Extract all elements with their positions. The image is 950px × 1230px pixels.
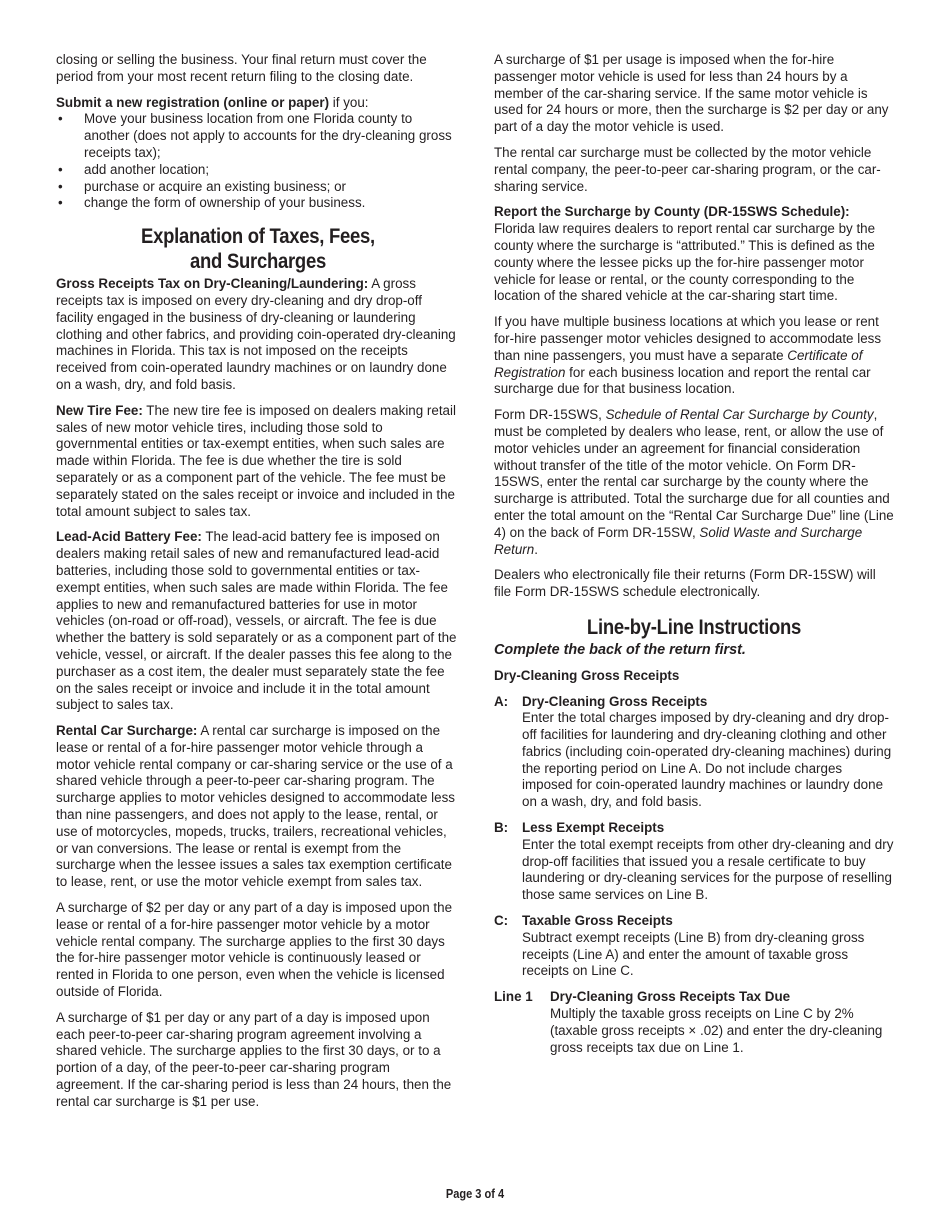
- submit-registration-paragraph: [56, 95, 460, 112]
- line-item-title: Dry-Cleaning Gross Receipts Tax Due: [550, 989, 791, 1005]
- line-item-body: [522, 820, 894, 904]
- certificate-title: Certificate of Registration: [494, 347, 863, 380]
- battery-fee-paragraph: [56, 529, 460, 714]
- right-column: [494, 52, 894, 1065]
- list-item: • Move your business location from one Florida county to another (does not apply to accounts for the dry-cleaning gross receipts tax);: [56, 111, 460, 161]
- intro-paragraph: closing or selling the business. Your final return must cover the period from your most recent return filing to the closing date.: [56, 52, 427, 84]
- line-item-letter: A:: [494, 693, 509, 709]
- multiple-locations-text: If you have multiple business locations at which you lease or rent for-hire passenger motor vehicles designed to accommodate less than nine passengers, you must have a separate: [494, 314, 882, 363]
- report-by-county-paragraph: [494, 204, 894, 305]
- rental-car-surcharge-label: Rental Car Surcharge:: [56, 723, 198, 739]
- rental-car-surcharge-paragraph: [56, 723, 460, 891]
- form-text: Form DR-15SWS,: [494, 407, 606, 423]
- line-item-letter: Line 1: [494, 989, 533, 1005]
- surcharge-1-paragraph: A surcharge of $1 per day or any part of a day is imposed upon each peer-to-peer car-sharing program agreement involving a shared vehicle. The surcharge applies to the first 30 days, or to a portion of a day, of the peer-to-peer car-sharing program agreement. If the car-sharing period is less than 24 hours, then the rental car surcharge is $1 per use.: [56, 1009, 452, 1109]
- heading-line: and Surcharges: [190, 250, 326, 274]
- line-item-body: [522, 694, 894, 812]
- form-dr15sws-paragraph: [494, 407, 894, 558]
- line-item-text: Enter the total exempt receipts from other dry-cleaning and dry drop-off facilities that issued you a resale certificate to buy laundering or dry-cleaning services for the purpose of reselling those same services on Line B.: [522, 836, 894, 903]
- submit-registration-label: Submit a new registration (online or paper): [56, 94, 330, 110]
- line-by-line-subheading: Complete the back of the return first.: [494, 641, 746, 658]
- list-item: • purchase or acquire an existing business; or: [56, 179, 460, 196]
- schedule-title: Schedule of Rental Car Surcharge by County: [605, 407, 874, 423]
- gross-receipts-label: Gross Receipts Tax on Dry-Cleaning/Laundering:: [56, 276, 369, 292]
- line-item-1: [494, 989, 894, 1056]
- line-item-body: [550, 989, 894, 1056]
- line-item-text: Enter the total charges imposed by dry-cleaning and dry drop-off facilities for laundering and dry-cleaning clothing and other fabrics (including coin-operated dry-cleaning machines) during the reporting period on Line A. Do not include charges imposed for coin-operated laundry machines or laundry done on a wash, dry, and fold basis.: [522, 710, 892, 810]
- new-tire-fee-text: The new tire fee is imposed on dealers making retail sales of new motor vehicle tires, including those sold to governmental entities or tax-exempt entities, when such sales are made within Florida. The fee is due whether the tire is sold separately or as a component part of the vehicle. The fee must be separately stated on the sales receipt or invoice and included in the total amount subject to sales tax.: [56, 402, 456, 519]
- electronic-filing-paragraph: Dealers who electronically file their returns (Form DR-15SW) will file Form DR-15SWS schedule electronically.: [494, 567, 876, 600]
- line-item-letter: C:: [494, 913, 509, 929]
- line-item-text: Multiply the taxable gross receipts on Line C by 2% (taxable gross receipts × .02) and enter the dry-cleaning gross receipts tax due on Line 1.: [550, 1006, 883, 1055]
- page-number: Page 3 of 4: [445, 1186, 505, 1201]
- taxes-fees-heading: [80, 224, 436, 274]
- line-item-title: Less Exempt Receipts: [522, 820, 665, 836]
- multiple-locations-paragraph: [494, 314, 894, 398]
- new-tire-fee-paragraph: [56, 403, 460, 521]
- submit-registration-text: if you:: [329, 94, 369, 110]
- line-item-text: Subtract exempt receipts (Line B) from dry-cleaning gross receipts (Line A) and enter the amount of taxable gross receipts on Line C.: [522, 929, 865, 979]
- list-item: • change the form of ownership of your business.: [56, 195, 460, 212]
- line-item-title: Dry-Cleaning Gross Receipts: [522, 693, 708, 709]
- line-item-c: [494, 913, 894, 980]
- left-column: [56, 52, 460, 1120]
- battery-fee-label: Lead-Acid Battery Fee:: [56, 529, 202, 545]
- rental-car-surcharge-text: A rental car surcharge is imposed on the lease or rental of a for-hire passenger motor vehicle through a motor vehicle rental company or car-sharing service or the use of a shared vehicle through a peer-to-peer car-sharing program. The surcharge applies to motor vehicles designed to accommodate less than nine passengers, and does not apply to the lease, rental, or use of motorcycles, mopeds, trucks, trailers, recreational vehicles, or van conversions. The lease or rental is exempt from the surcharge when the lessee issues a sales tax exemption certificate to lease, rent, or use the motor vehicle exempt from sales tax.: [56, 723, 455, 890]
- list-item: • add another location;: [56, 162, 460, 179]
- return-title: Solid Waste and Surcharge Return: [494, 524, 863, 557]
- collection-paragraph: The rental car surcharge must be collected by the motor vehicle rental company, the peer-to-peer car-sharing program, or the car-sharing service.: [494, 144, 881, 194]
- section-title: Dry-Cleaning Gross Receipts: [494, 667, 680, 683]
- surcharge-2-paragraph: A surcharge of $2 per day or any part of a day is imposed upon the lease or rental of a for-hire passenger motor vehicle by a motor vehicle rental company. The surcharge applies to the first 30 days the for-hire passenger motor vehicle is continuously leased or rented in Florida to one person, even when the vehicle is licensed outside of Florida.: [56, 900, 453, 1000]
- gross-receipts-paragraph: [56, 276, 460, 394]
- multiple-locations-text-end: for each business location and report the rental car surcharge due for that business location.: [494, 364, 871, 397]
- line-item-a: [494, 694, 894, 812]
- report-by-county-label: Report the Surcharge by County (DR-15SWS Schedule):: [494, 204, 850, 220]
- new-tire-fee-label: New Tire Fee:: [56, 402, 143, 418]
- line-item-body: [522, 913, 894, 980]
- line-by-line-heading: Line-by-Line Instructions: [586, 615, 802, 639]
- line-item-title: Taxable Gross Receipts: [522, 913, 673, 929]
- heading-line: Explanation of Taxes, Fees,: [141, 225, 375, 249]
- report-by-county-text: Florida law requires dealers to report rental car surcharge by the county where the surcharge is “attributed.” This is defined as the county where the lessee picks up the for-hire passenger motor vehicle for lease or rental, or the county corresponding to the location of the shared vehicle at the car-sharing start time.: [494, 221, 876, 304]
- form-text-end: .: [534, 541, 538, 557]
- gross-receipts-text: A gross receipts tax is imposed on every dry-cleaning and dry drop-off facility engaged in the business of dry-cleaning or laundering clothing and other fabrics, and providing coin-operated dry-cleaning machines in Florida. This tax is not imposed on the receipts received from coin-operated laundry machines or on laundry done on a wash, dry, and fold basis.: [56, 276, 456, 392]
- usage-surcharge-paragraph: A surcharge of $1 per usage is imposed when the for-hire passenger motor vehicle is used for less than 24 hours by a member of the car-sharing service. If the same motor vehicle is used for 24 hours or more, then the surcharge is $2 per day or any part of a day the motor vehicle is used.: [494, 52, 889, 135]
- form-text-middle: , must be completed by dealers who lease, rent, or allow the use of motor vehicles under an agreement for financial consideration without transfer of the title of the motor vehicle. On Form DR-15SWS, enter the rental car surcharge by the county where the surcharge is attributed. Total the surcharge due for all counties and enter the total amount on the “Rental Car Surcharge Due” line (Line 4) on the back of Form DR-15SW,: [494, 407, 894, 540]
- line-item-b: [494, 820, 894, 904]
- line-item-letter: B:: [494, 820, 509, 836]
- registration-bullet-list: [56, 111, 460, 212]
- battery-fee-text: The lead-acid battery fee is imposed on dealers making retail sales of new and remanufactured lead-acid batteries, including those sold to governmental entities or tax-exempt entities, when such sales are made within Florida. The fee applies to new and remanufactured batteries for use in motor vehicles (on-road or off-road), vessels, or aircraft. The fee is due whether the battery is sold separately or as a component part of the vehicle, vessel, or aircraft. If the dealer passes this fee along to the purchaser as a cost item, the dealer must separately state the fee on the sales receipt or invoice and include it in the total amount subject to sales tax.: [56, 529, 457, 713]
